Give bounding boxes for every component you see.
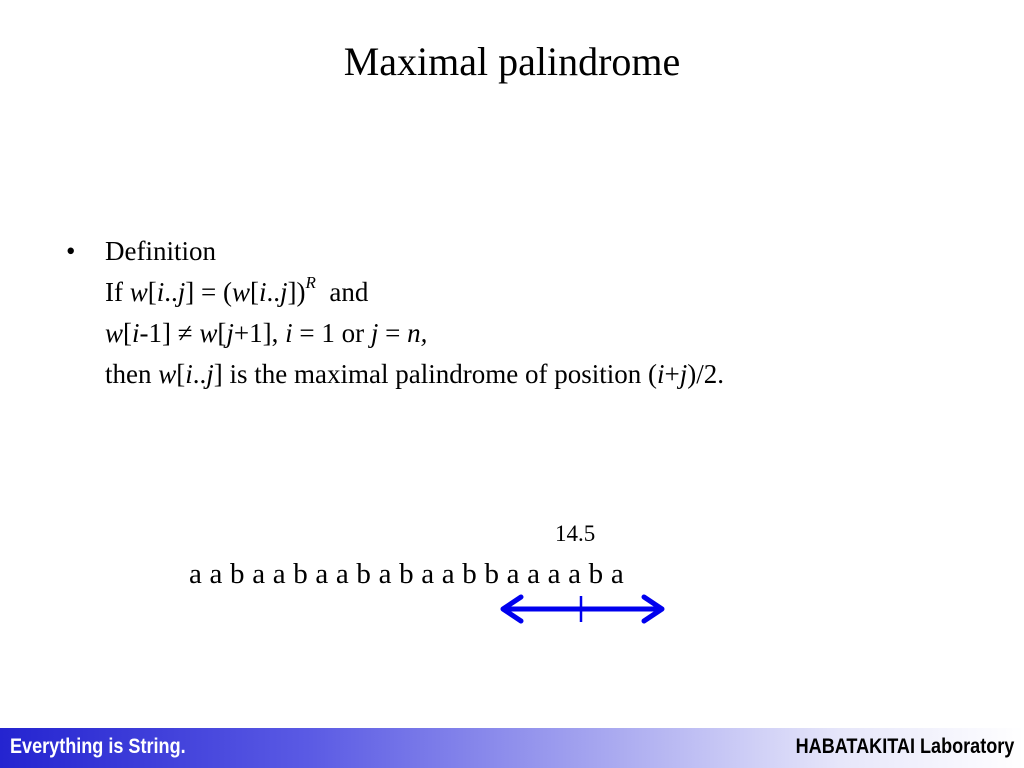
- definition-line-3: then w[i..j] is the maximal palindrome of position (i+j)/2.: [105, 359, 724, 389]
- palindrome-center-label: 14.5: [555, 521, 596, 546]
- footer-lab-name: HABATAKITAI Laboratory: [795, 735, 1014, 758]
- definition-line-1: If $w[i..j] = (w[i..j])^R$ and: [105, 273, 369, 307]
- example-string: a a b a a b a a b a b a a b b a a a a b a: [189, 558, 624, 590]
- definition-text: [105, 231, 724, 395]
- definition-heading: Definition: [105, 236, 216, 266]
- footer-slogan: Everything is String.: [10, 735, 186, 758]
- slide-title: Maximal palindrome: [343, 39, 681, 84]
- footer-bar: [0, 728, 1024, 768]
- definition-line-2: w[i-1] ≠ w[j+1], i = 1 or j = n,: [105, 318, 428, 348]
- bullet-dot: •: [66, 236, 76, 266]
- palindrome-span-arrow-icon: [495, 590, 670, 630]
